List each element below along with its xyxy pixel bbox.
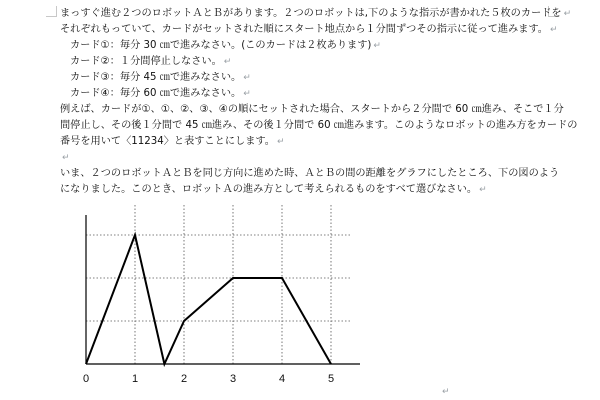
card-2-instruction: カード②：１分間停止しなさい。 ↵ [70, 56, 232, 67]
card-1-instruction: カード①：毎分 30 ㎝で進みなさい。(このカードは２枚あります) ↵ [70, 40, 381, 51]
question-line-1: いま、２つのロボットＡとＢを同じ方向に進めた時、ＡとＢの間の距離をグラフにしたところ、下の図のよう [60, 168, 560, 179]
paragraph-mark-icon: ↵ [373, 41, 381, 51]
card-3-instruction: カード③：毎分 45 ㎝で進みなさい。 ↵ [70, 72, 251, 83]
x-tick-label: 3 [229, 373, 237, 385]
x-tick-label: 0 [82, 373, 90, 385]
paragraph-mark-icon: ↵ [442, 387, 450, 397]
paragraph-mark-icon: ↵ [243, 73, 251, 83]
distance-series-line [86, 235, 331, 364]
trailing-paragraph [440, 385, 450, 399]
paragraph-mark-icon: ↵ [479, 185, 487, 195]
example-line-1: 例えば、カードが①、①、②、③、④の順にセットされた場合、スタートから２分間で 60 ㎝進み、そこで１分 [60, 104, 564, 115]
card-4-instruction: カード④：毎分 60 ㎝で進みなさい。 ↵ [70, 88, 251, 99]
x-tick-label: 4 [278, 373, 286, 385]
question-line-2: になりました。このとき、ロボットＡの進み方として考えられるものをすべて選びなさい。 ↵ [60, 184, 487, 195]
paragraph-mark-icon: ↵ [549, 25, 558, 35]
paragraph-mark-icon: ↵ [276, 137, 285, 147]
intro-line-1: まっすぐ進む２つのロボットＡとＢがあります。２つのロボットは,下のような指示が書かれた５枚のカードを ↵ [60, 8, 572, 19]
paragraph-mark-icon: ↵ [62, 153, 70, 163]
paragraph-mark-icon: ↵ [243, 89, 251, 99]
example-line-3: 番号を用いて〈11234〉と表すことにします。 ↵ [60, 136, 285, 147]
x-tick-label: 2 [180, 373, 188, 385]
x-tick-label: 5 [327, 373, 335, 385]
intro-line-2: それぞれもっていて、カードがセットされた順にスタート地点から１分間ずつその指示に従って進みます。 ↵ [60, 24, 558, 35]
example-line-2: 間停止し、その後１分間で 45 ㎝進み、その後１分間で 60 ㎝進みます。このようなロボットの進み方をカードの [60, 120, 578, 131]
x-tick-label: 1 [131, 373, 139, 385]
paragraph-mark-icon: ↵ [223, 57, 232, 67]
paragraph-mark-icon: ↵ [563, 9, 572, 19]
